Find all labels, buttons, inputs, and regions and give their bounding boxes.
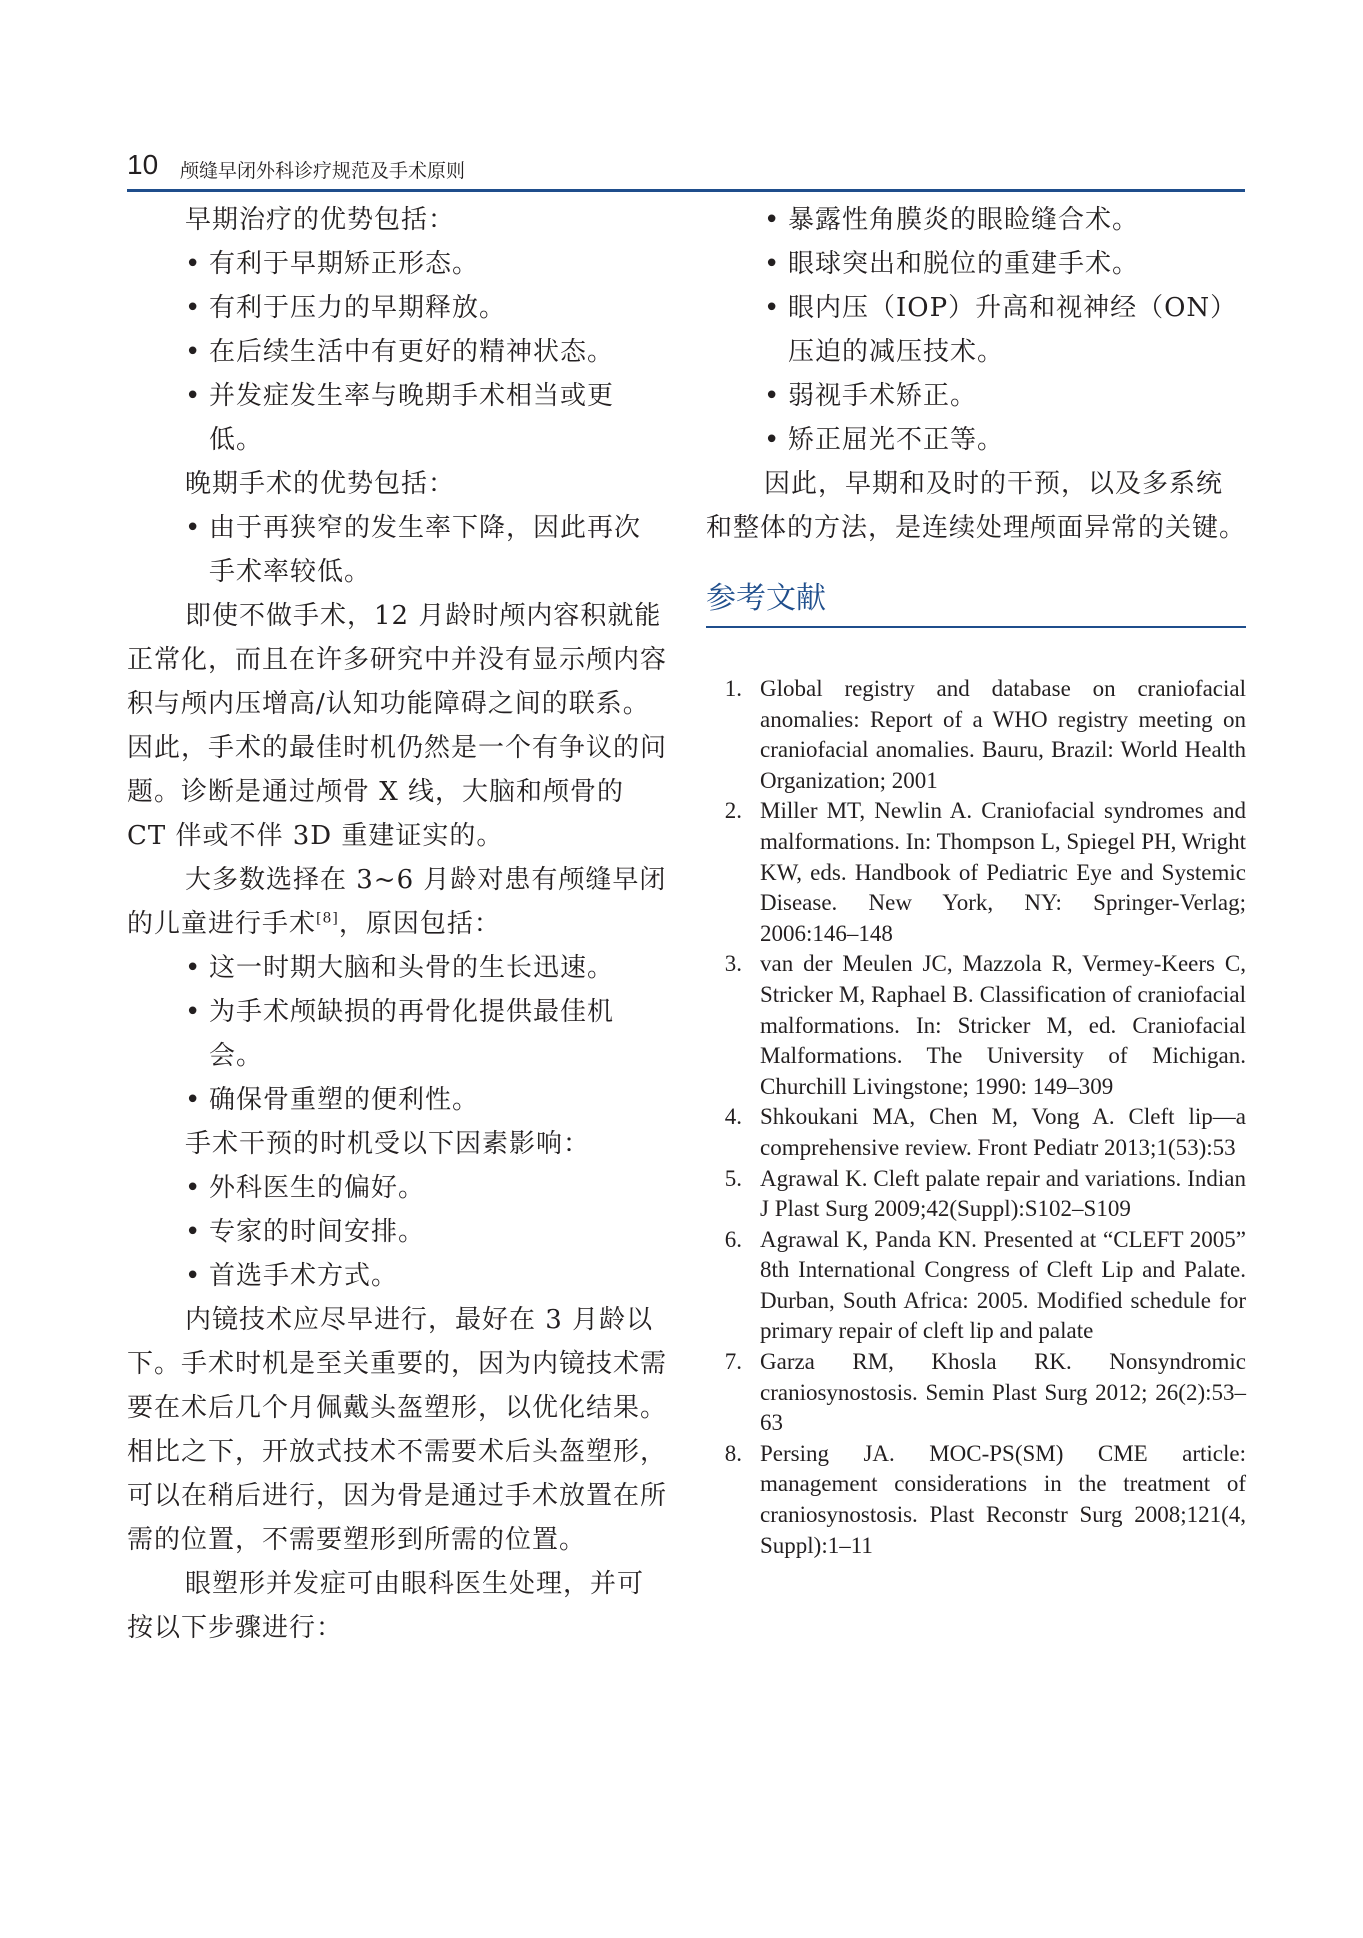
reference-item: 3. van der Meulen JC, Mazzola R, Vermey-Keers C, Stricker M, Raphael B. Classification of craniofacial malformations. In: Stricker M, ed. Craniofacial Malformations. The University of Michigan. Churchill Livingstone; 1990: 149–309	[724, 951, 1246, 1099]
bullet-icon: •	[185, 1261, 202, 1291]
section-heading: 参考文献	[706, 580, 1246, 628]
reference-item: 7. Garza RM, Khosla RK. Nonsyndromic craniosynostosis. Semin Plast Surg 2012; 26(2):53–63	[724, 1349, 1246, 1436]
reference-item: 4. Shkoukani MA, Chen M, Vong A. Cleft lip—a comprehensive review. Front Pediatr 2013;1(53):53	[724, 1104, 1246, 1160]
bullet-list	[127, 1166, 667, 1298]
bullet-list	[706, 198, 1246, 462]
bullet-icon: •	[185, 293, 202, 323]
bullet-icon: •	[764, 425, 781, 455]
bullet-list	[127, 946, 667, 1122]
bullet-item: • 由于再狭窄的发生率下降，因此再次手术率较低。	[127, 506, 667, 594]
bullet-item: • 眼内压（IOP）升高和视神经（ON）压迫的减压技术。	[706, 286, 1246, 374]
citation: [8]	[316, 910, 339, 927]
bullet-icon: •	[764, 293, 781, 323]
bullet-icon: •	[185, 1217, 202, 1247]
bullet-item: • 确保骨重塑的便利性。	[127, 1078, 667, 1122]
bullet-icon: •	[185, 1085, 202, 1115]
reference-item: 2. Miller MT, Newlin A. Craniofacial syndromes and malformations. In: Thompson L, Spiegel PH, Wright KW, eds. Handbook of Pediatric Eye and Systemic Disease. New York, NY: Springer-Verlag; 2006:146–148	[724, 798, 1246, 946]
bullet-item: • 外科医生的偏好。	[127, 1166, 667, 1210]
bullet-icon: •	[185, 249, 202, 279]
bullet-item: • 并发症发生率与晚期手术相当或更低。	[127, 374, 667, 462]
paragraph: 眼塑形并发症可由眼科医生处理，并可按以下步骤进行：	[127, 1569, 645, 1643]
bullet-item: • 为手术颅缺损的再骨化提供最佳机会。	[127, 990, 667, 1078]
bullet-item: • 在后续生活中有更好的精神状态。	[127, 330, 667, 374]
left-column	[127, 198, 667, 1650]
page-number: 10	[127, 149, 159, 180]
bullet-item: • 这一时期大脑和头骨的生长迅速。	[127, 946, 667, 990]
bullet-list	[127, 506, 667, 594]
bullet-icon: •	[764, 381, 781, 411]
paragraph: 手术干预的时机受以下因素影响：	[185, 1129, 591, 1159]
bullet-item: • 弱视手术矫正。	[706, 374, 1246, 418]
bullet-icon: •	[185, 513, 202, 543]
page-header	[127, 147, 1245, 192]
bullet-icon: •	[185, 381, 202, 411]
bullet-icon: •	[764, 249, 781, 279]
paragraph: 早期治疗的优势包括：	[185, 205, 456, 235]
paragraph: 内镜技术应尽早进行，最好在 3 月龄以下。手术时机是至关重要的，因为内镜技术需要在术后几个月佩戴头盔塑形，以优化结果。相比之下，开放式技术不需要术后头盔塑形，可以在稍后进行，因为骨是通过手术放置在所需的位置，不需要塑形到所需的位置。	[127, 1305, 668, 1555]
reference-item: 1. Global registry and database on craniofacial anomalies: Report of a WHO registry meeting on craniofacial anomalies. Bauru, Brazil: World Health Organization; 2001	[724, 676, 1246, 793]
paragraph: 晚期手术的优势包括：	[185, 469, 456, 499]
bullet-icon: •	[185, 997, 202, 1027]
running-title: 颅缝早闭外科诊疗规范及手术原则	[180, 160, 466, 182]
bullet-item: • 专家的时间安排。	[127, 1210, 667, 1254]
bullet-icon: •	[764, 205, 781, 235]
bullet-item: • 暴露性角膜炎的眼睑缝合术。	[706, 198, 1246, 242]
reference-list	[706, 674, 1246, 1561]
bullet-icon: •	[185, 953, 202, 983]
bullet-list	[127, 242, 667, 462]
bullet-icon: •	[185, 1173, 202, 1203]
paragraph: 因此，早期和及时的干预，以及多系统和整体的方法，是连续处理颅面异常的关键。	[706, 469, 1247, 543]
bullet-item: • 有利于压力的早期释放。	[127, 286, 667, 330]
bullet-item: • 首选手术方式。	[127, 1254, 667, 1298]
paragraph: 即使不做手术，12 月龄时颅内容积就能正常化，而且在许多研究中并没有显示颅内容积与颅内压增高/认知功能障碍之间的联系。因此，手术的最佳时机仍然是一个有争议的问题。诊断是通过颅骨 X 线，大脑和颅骨的 CT 伴或不伴 3D 重建证实的。	[127, 601, 668, 851]
bullet-item: • 矫正屈光不正等。	[706, 418, 1246, 462]
bullet-item: • 眼球突出和脱位的重建手术。	[706, 242, 1246, 286]
right-column	[706, 198, 1246, 1561]
bullet-item: • 有利于早期矫正形态。	[127, 242, 667, 286]
reference-item: 5. Agrawal K. Cleft palate repair and variations. Indian J Plast Surg 2009;42(Suppl):S102–S109	[724, 1165, 1246, 1222]
paragraph: 大多数选择在 3~6 月龄对患有颅缝早闭的儿童进行手术[8]，原因包括：	[127, 865, 667, 939]
bullet-icon: •	[185, 337, 202, 367]
reference-item: 8. Persing JA. MOC-PS(SM) CME article: management considerations in the treatment of craniosynostosis. Plast Reconstr Surg 2008;121(4, Suppl):1–11	[724, 1440, 1246, 1558]
reference-item: 6. Agrawal K, Panda KN. Presented at “CLEFT 2005” 8th International Congress of Cleft Lip and Palate. Durban, South Africa: 2005. Modified schedule for primary repair of cleft lip and palate	[724, 1226, 1246, 1344]
